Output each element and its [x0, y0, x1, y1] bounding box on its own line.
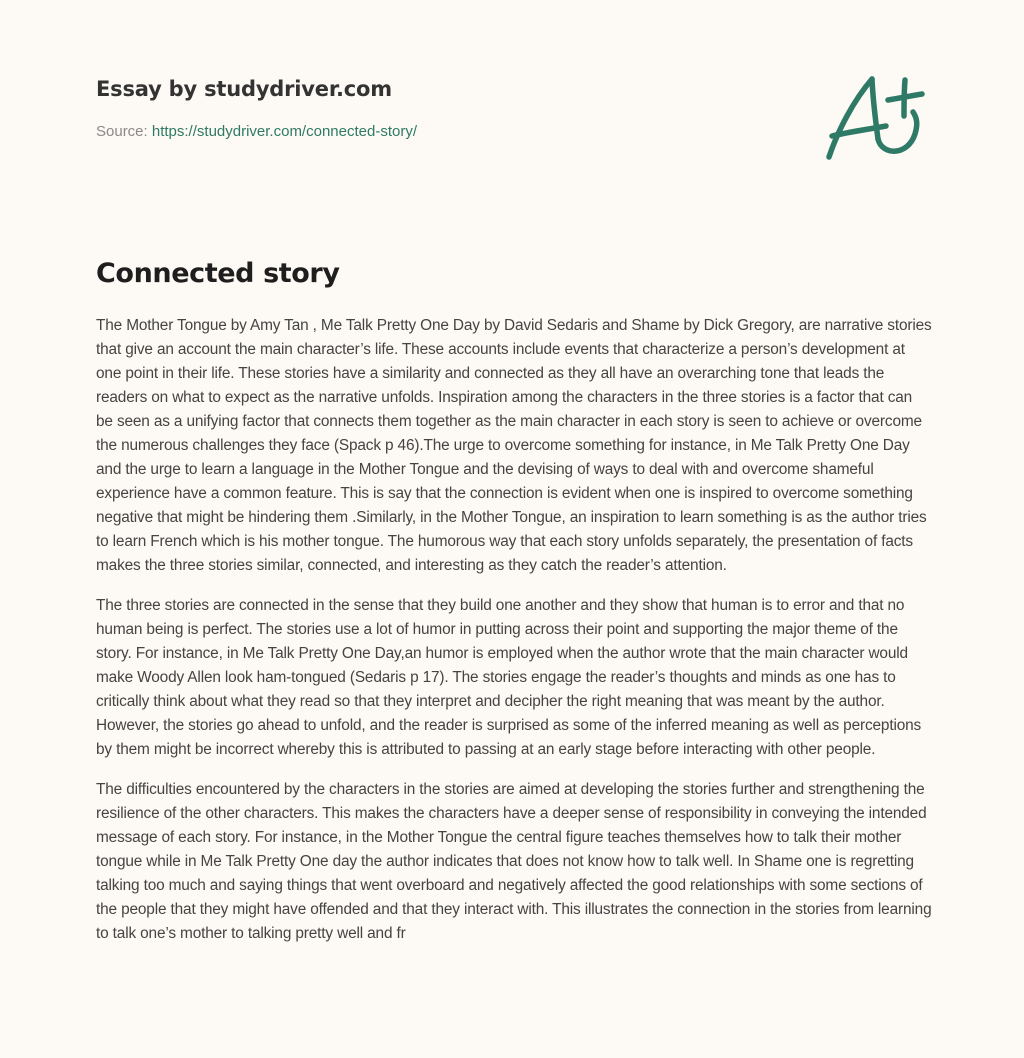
- source-line: [96, 122, 796, 142]
- paragraph-2: The three stories are connected in the sense that they build one another and they show that human is to error and that no human being is perfect. The stories use a lot of humor in putting across their point and supporting the major theme of the story. For instance, in Me Talk Pretty One Day,an humor is employed when the author wrote that the main character would make Woody Allen look ham-tongued (Sedaris p 17). The stories engage the reader’s thoughts and minds as one has to critically think about what they read so that they interpret and decipher the right meaning that was meant by the author. However, the stories go ahead to unfold, and the reader is surprised as some of the inferred meaning as well as perceptions by them might be incorrect whereby this is attributed to passing at an early stage before interacting with other people.: [96, 597, 922, 758]
- article-title: Connected story: [96, 258, 340, 289]
- a-plus-grade-icon: [820, 64, 930, 164]
- article-body: [96, 314, 932, 962]
- source-label: Source:: [96, 123, 148, 140]
- source-link[interactable]: https://studydriver.com/connected-story/: [151, 123, 417, 140]
- paragraph-1: The Mother Tongue by Amy Tan , Me Talk Pretty One Day by David Sedaris and Shame by Dick Gregory, are narrative stories that give an account the main character’s life. These accounts include events that characterize a person’s development at one point in their life. These stories have a similarity and connected as they all have an overarching tone that leads the readers on what to expect as the narrative unfolds. Inspiration among the characters in the three stories is a factor that can be seen as a unifying factor that connects them together as the main character in each story is seen to achieve or overcome the numerous challenges they face (Spack p 46).The urge to overcome something for instance, in Me Talk Pretty One Day and the urge to learn a language in the Mother Tongue and the devising of ways to deal with and overcome shameful experience have a common feature. This is say that the connection is evident when one is inspired to overcome something negative that might be hindering them .Similarly, in the Mother Tongue, an inspiration to learn something is as the author tries to learn French which is his mother tongue. The humorous way that each story unfolds separately, the presentation of facts makes the three stories similar, connected, and interesting as they catch the reader’s attention.: [96, 317, 932, 574]
- site-title: Essay by studydriver.com: [96, 77, 392, 101]
- paragraph-3: The difficulties encountered by the characters in the stories are aimed at developing the stories further and strengthening the resilience of the other characters. This makes the characters have a deeper sense of responsibility in conveying the intended message of each story. For instance, in the Mother Tongue the central figure teaches themselves how to talk their mother tongue while in Me Talk Pretty One day the author indicates that does not know how to talk well. In Shame one is regretting talking too much and saying things that went overboard and negatively affected the good relationships with some sections of the people that they might have offended and that they interact with. This illustrates the connection in the stories from learning to talk one’s mother to talking pretty well and fr: [96, 781, 932, 942]
- page-header: [96, 74, 796, 142]
